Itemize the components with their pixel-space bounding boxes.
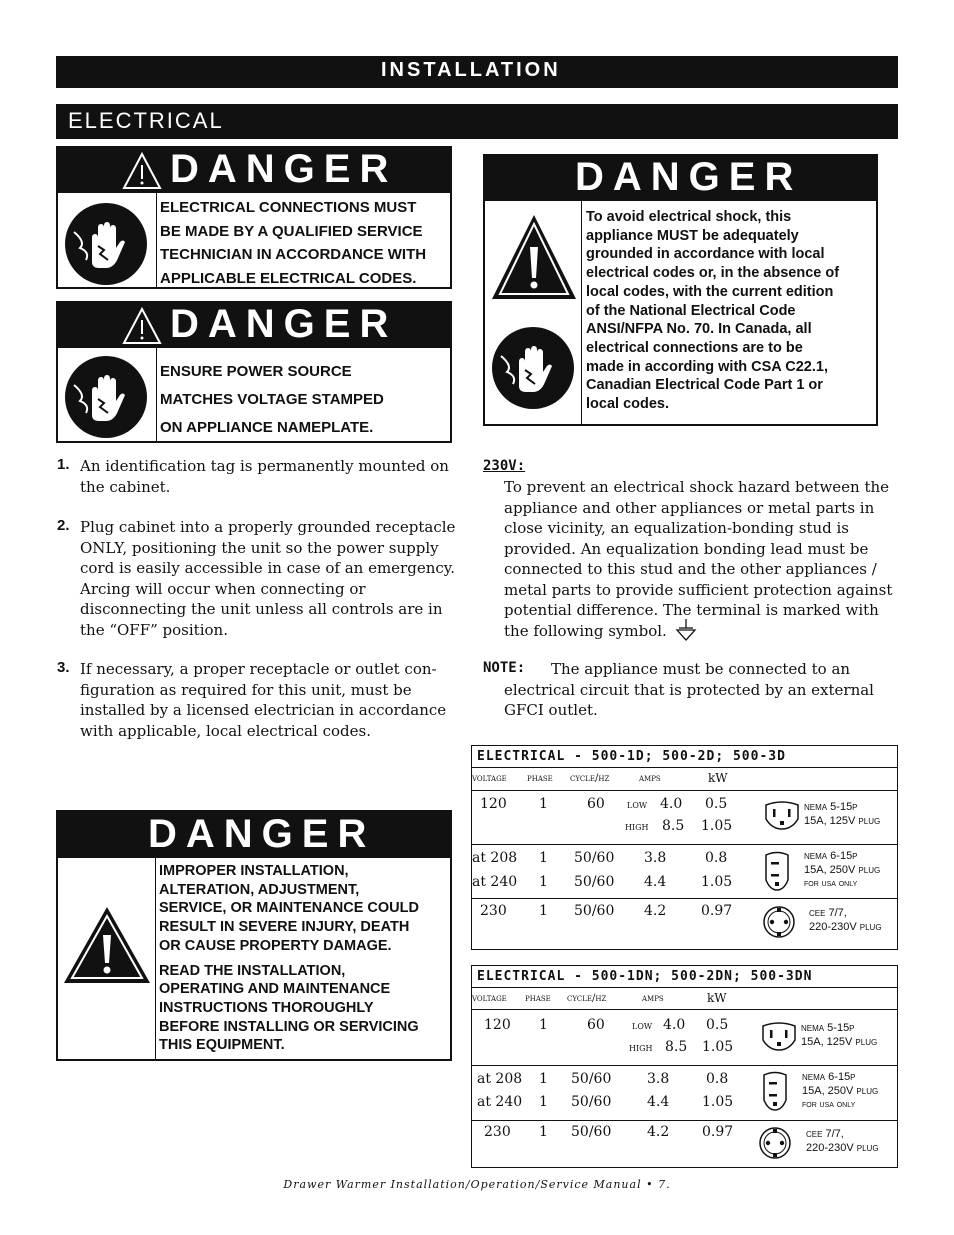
step-1: 1. An identification tag is permanently mounted on the cabinet. xyxy=(57,456,449,496)
v230-paragraph: To prevent an electrical shock hazard between the appliance and other appliances or metal parts in close vicinity, an equalization-bonding stud is provided. An equalization bonding lead must be connected to this stud and the other appliances / metal parts to provide sufficient protection against potential difference. The terminal is marked with the following symbol. xyxy=(504,478,893,640)
v230-heading: 230V: xyxy=(483,458,526,474)
nema-5-15p-plug-icon xyxy=(759,1022,799,1052)
page-footer: Drawer Warmer Installation/Operation/Service Manual • 7. xyxy=(283,1178,671,1191)
nema-6-15p-plug-icon xyxy=(762,850,792,892)
danger-text: IMPROPER INSTALLATION, ALTERATION, ADJUSTMENT, SERVICE, OR MAINTENANCE COULD RESULT IN SEVERE INJURY, DEATH OR CAUSE PROPERTY DAMAGE. READ THE INSTALLATION, OPERATING AND MAINTENANCE INSTRUCTIONS THOROUGHLY BEFORE INSTALLING OR SERVICING THIS EQUIPMENT. xyxy=(159,863,419,1054)
table-title: ELECTRICAL - 500-1DN; 500-2DN; 500-3DN xyxy=(472,966,897,988)
danger-word: DANGER xyxy=(148,812,376,856)
nema-6-15p-plug-icon xyxy=(760,1070,790,1112)
note-label: NOTE: xyxy=(483,660,526,676)
nema-5-15p-plug-icon xyxy=(762,801,802,831)
warning-triangle-icon xyxy=(489,212,579,302)
danger-header xyxy=(58,303,450,348)
danger-header xyxy=(485,156,876,201)
electrical-section-bar xyxy=(56,104,898,139)
danger-text: ELECTRICAL CONNECTIONS MUST BE MADE BY A QUALIFIED SERVICE TECHNICIAN IN ACCORDANCE WITH APPLICABLE ELECTRICAL CODES. xyxy=(160,199,427,287)
installation-header-bar xyxy=(56,56,898,88)
danger-word: DANGER xyxy=(170,302,398,346)
step-2: 2. Plug cabinet into a properly grounded receptacle ONLY, positioning the unit so the power supply cord is easily accessible in case of an emergency. Arcing will occur when connecting or disconnecting the unit unless all controls are in the “OFF” position. xyxy=(57,517,456,639)
danger-box-grounding xyxy=(483,154,878,426)
electric-shock-hand-icon xyxy=(491,326,575,410)
note-paragraph: The appliance must be connected to an electrical circuit that is protected by an external GFCI outlet. xyxy=(504,660,874,719)
electrical-table-dn: ELECTRICAL - 500-1DN; 500-2DN; 500-3DN voltage phase cycle/hz amps kW 120 1 60 low 4.0 high 8.5 0.5 1.05 nema 5-15p 15A, 125V plug at 208 at 240 1 1 50/60 50/60 3.8 4.4 0.8 1.05 nema 6-15p 15A, 250V plug for usa only 230 1 50/60 4.2 0.97 cee 7/7, 220-230V plug xyxy=(471,965,898,1168)
installation-title: INSTALLATION xyxy=(381,59,561,81)
danger-header xyxy=(58,148,450,193)
danger-box-qualified-technician xyxy=(56,146,452,289)
danger-text: To avoid electrical shock, this appliance MUST be adequately grounded in accordance with local electrical codes or, in the absence of local codes, with the current edition of the National Electrical Code ANSI/NFPA No. 70. In Canada, all electrical connections are to be made in according with CSA C22.1, Canadian Electrical Code Part 1 or local codes. xyxy=(586,209,840,413)
danger-box-improper-installation xyxy=(56,810,452,1061)
equipotential-ground-icon xyxy=(675,618,697,642)
danger-text: ENSURE POWER SOURCE MATCHES VOLTAGE STAMPED ON APPLIANCE NAMEPLATE. xyxy=(160,363,384,436)
electric-shock-hand-icon xyxy=(64,202,148,286)
warning-triangle-icon xyxy=(122,307,162,345)
danger-box-power-source xyxy=(56,301,452,443)
danger-header xyxy=(58,812,450,858)
warning-triangle-icon xyxy=(122,152,162,190)
danger-word: DANGER xyxy=(575,155,803,199)
electrical-table-d: ELECTRICAL - 500-1D; 500-2D; 500-3D voltage phase cycle/hz amps kW 120 1 60 low 4.0 high 8.5 0.5 1.05 nema 5-15p 15A, 125V plug at 208 at 240 1 1 50/60 50/60 3.8 4.4 0.8 1.05 nema 6-15p 15A, 250V plug for usa only 230 1 50/60 4.2 0.97 cee 7/7, 220-230V plug xyxy=(471,745,898,950)
danger-word: DANGER xyxy=(170,147,398,191)
cee-7-7-plug-icon xyxy=(757,1125,793,1161)
table-title: ELECTRICAL - 500-1D; 500-2D; 500-3D xyxy=(472,746,897,768)
step-3: 3. If necessary, a proper receptacle or outlet con- figuration as required for this unit, must be installed by a licensed electrician in accordance with applicable, local electrical codes. xyxy=(57,659,447,740)
cee-7-7-plug-icon xyxy=(761,904,797,940)
electric-shock-hand-icon xyxy=(64,355,148,439)
warning-triangle-icon xyxy=(62,905,152,985)
electrical-section-title: ELECTRICAL xyxy=(68,108,224,133)
